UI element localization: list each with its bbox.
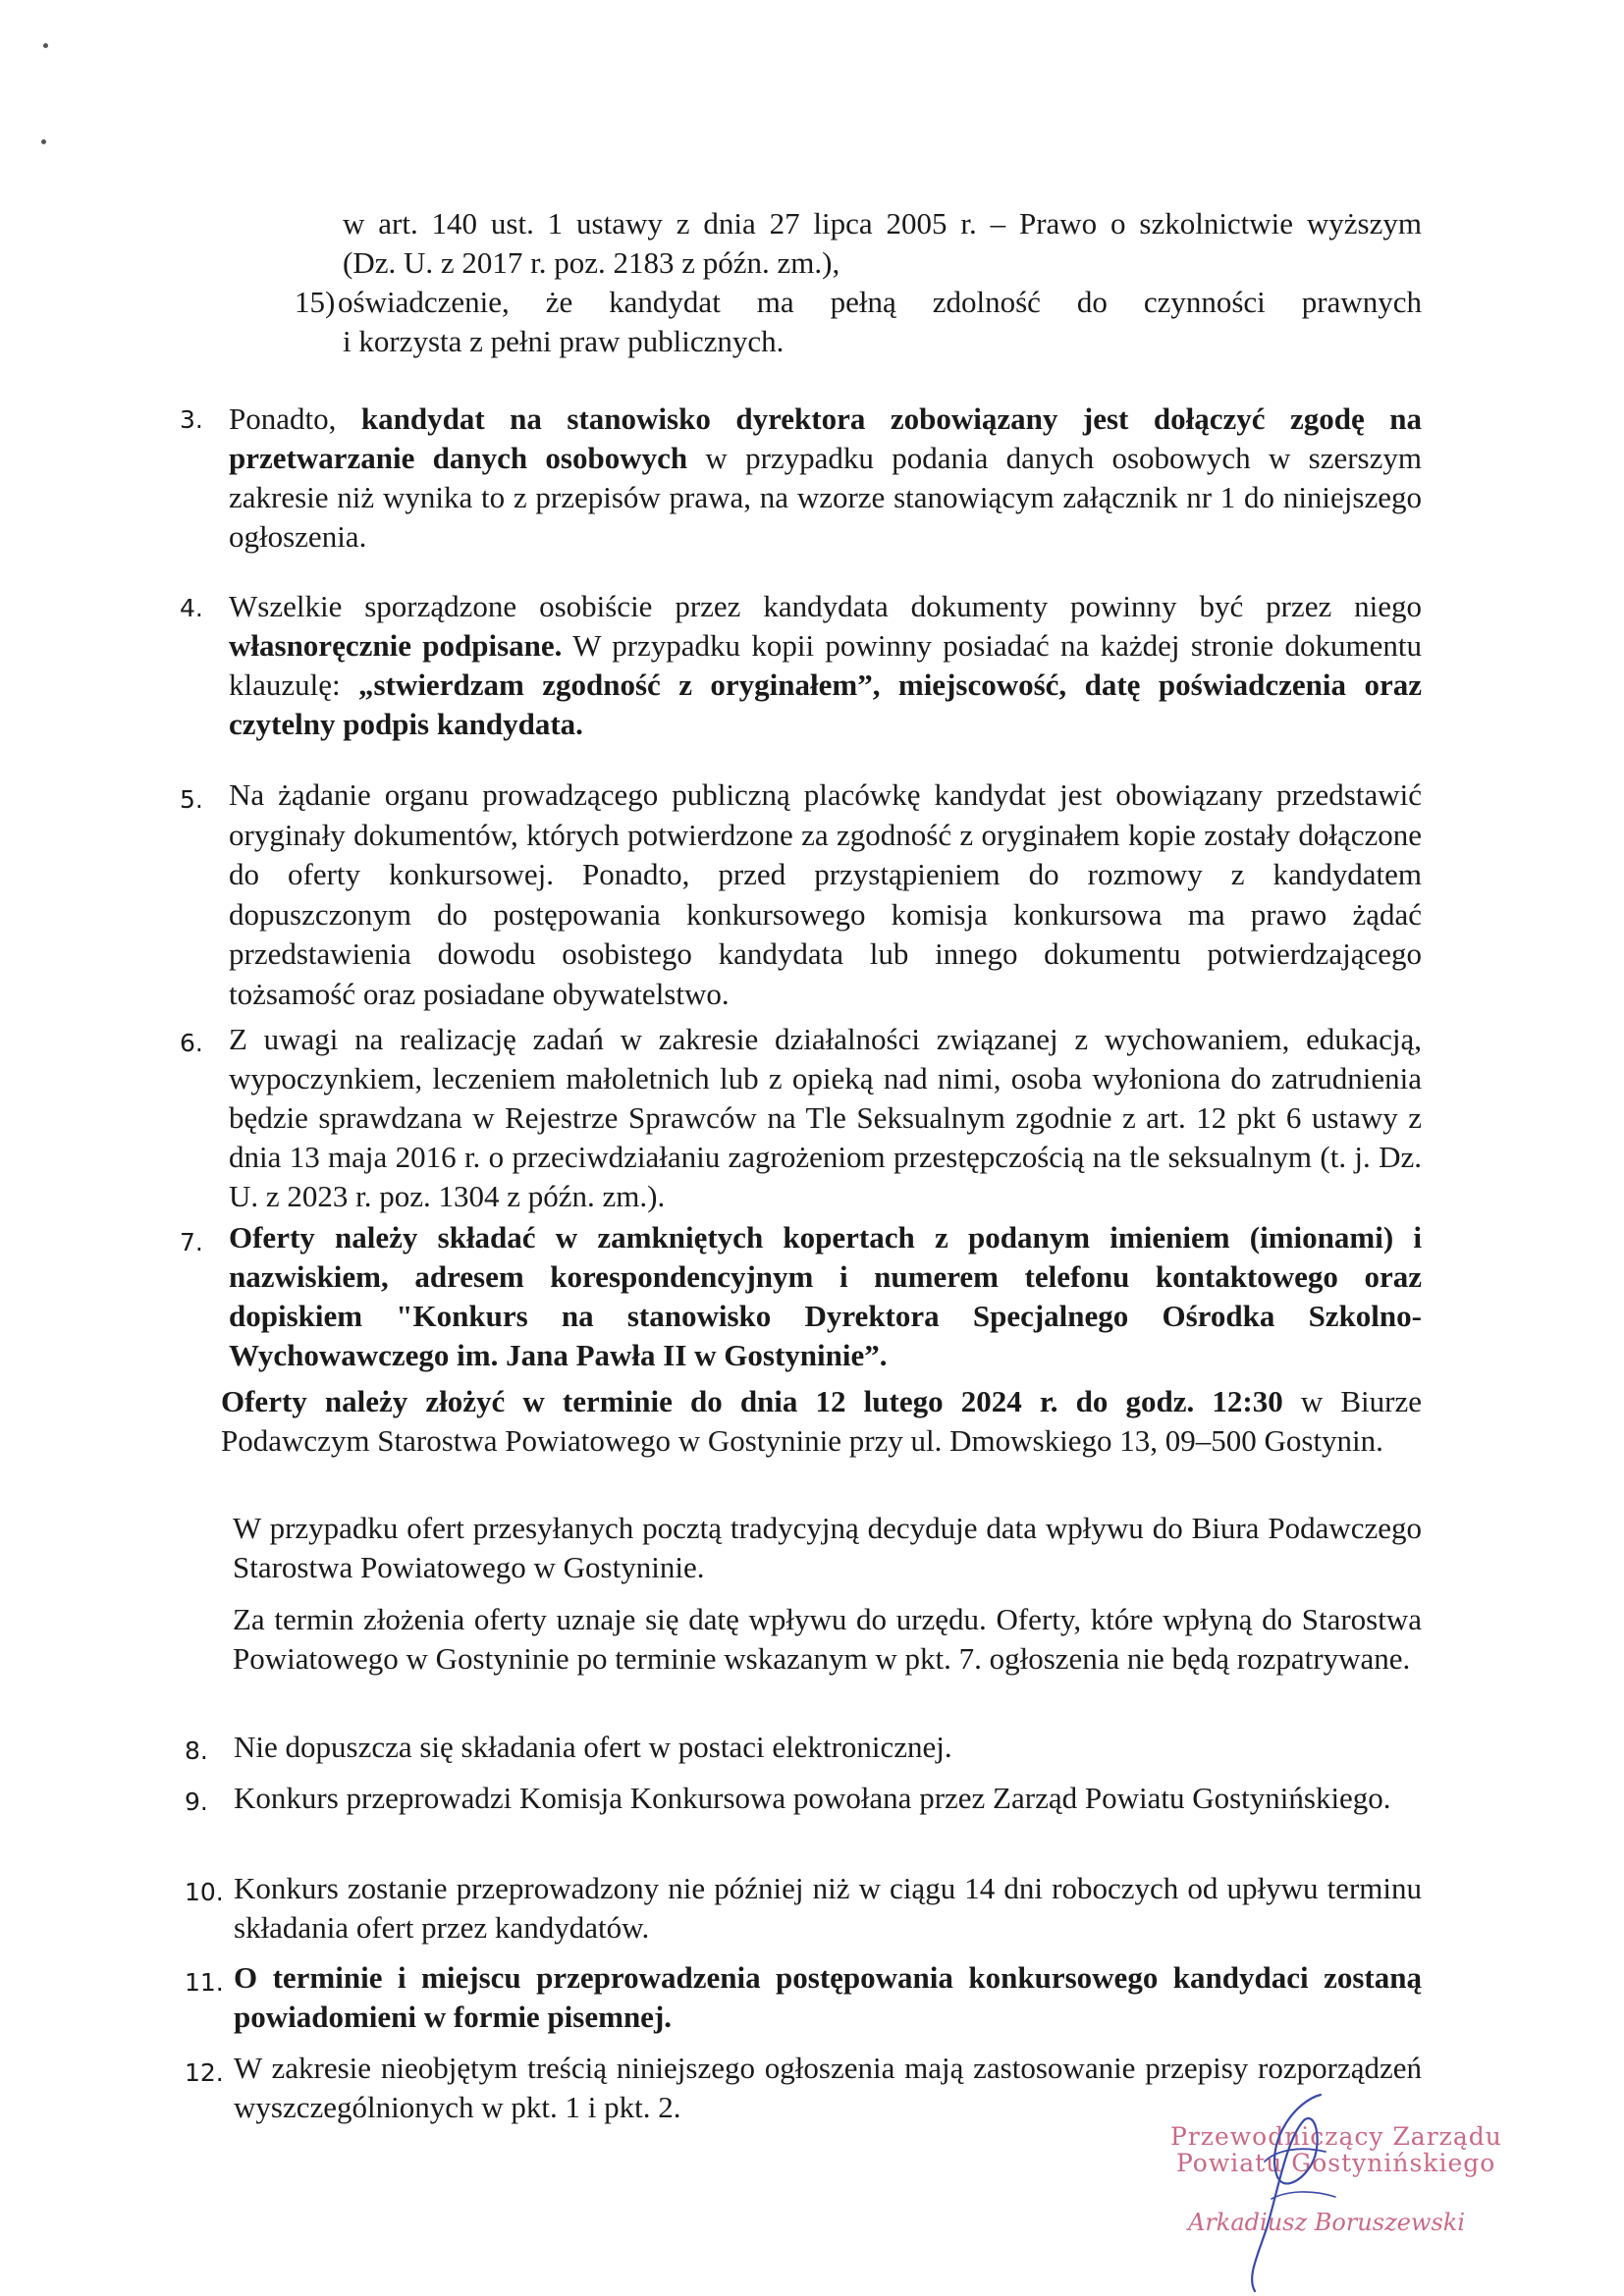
continuation-line-1: w art. 140 ust. 1 ustawy z dnia 27 lipca 2005 r. – Prawo o szkolnictwie wyższym <box>343 206 1422 240</box>
section-11-paragraph <box>234 1958 1422 2037</box>
section-number: 11. <box>185 1968 224 1997</box>
section-7-receipt-note: Za termin złożenia oferty uznaje się datę wpływu do urzędu. Oferty, które wpłyną do Starostwa Powiatowego w Gostyninie po terminie wskazanym w pkt. 7. ogłoszenia nie będą rozpatrywane. <box>233 1602 1422 1676</box>
stamp-line-2: Powiatu Gostynińskiego <box>1176 2149 1496 2177</box>
section-number: 8. <box>185 1736 208 1765</box>
handwritten-signature <box>1227 2081 1355 2296</box>
section-number: 4. <box>180 594 203 622</box>
section-10-paragraph: Konkurs zostanie przeprowadzony nie później niż w ciągu 14 dni roboczych od upływu terminu składania ofert przez kandydatów. <box>234 1871 1422 1945</box>
scan-speck <box>43 43 48 48</box>
section-number: 5. <box>180 785 203 814</box>
section-number: 9. <box>185 1788 208 1816</box>
section-8-paragraph: Nie dopuszcza się składania ofert w postaci elektronicznej. <box>234 1730 952 1764</box>
bold-text: O terminie i miejscu przeprowadzenia postępowania konkursowego kandydaci zostaną powiadomieni w formie pisemnej. <box>234 1960 1422 2034</box>
continuation-line-2: (Dz. U. z 2017 r. poz. 2183 z późn. zm.), <box>343 245 840 280</box>
section-7-mail-note: W przypadku ofert przesyłanych pocztą tradycyjną decyduje data wpływu do Biura Podawczego Starostwa Powiatowego w Gostyninie. <box>233 1511 1422 1584</box>
section-12-paragraph: W zakresie nieobjętym treścią niniejszego ogłoszenia mają zastosowanie przepisy rozporządzeń wyszczególnionych w pkt. 1 i pkt. 2. <box>234 2051 1422 2124</box>
list-item-continuation <box>343 243 1422 283</box>
list-item-continuation <box>343 204 1422 243</box>
bold-text: własnoręcznie podpisane. <box>229 628 563 663</box>
section-9-paragraph: Konkurs przeprowadzi Komisja Konkursowa powołana przez Zarząd Powiatu Gostynińskiego. <box>234 1781 1391 1815</box>
bold-text: „stwierdzam zgodność z oryginałem”, miejscowość, datę poświadczenia oraz czytelny podpis kandydata. <box>229 667 1422 741</box>
bold-text: Oferty należy składać w zamkniętych kopertach z podanym imieniem (imionami) i nazwiskiem, adresem korespondencyjnym i numerem telefonu kontaktowego oraz dopiskiem "Konkurs na stanowisko Dyrektora Specjalnego Ośrodka Szkolno-Wychowawczego im. Jana Pawła II w Gostyninie”. <box>229 1220 1422 1372</box>
stamp-name: Arkadiusz Boruszewski <box>1188 2209 1465 2236</box>
stamp-line-1: Przewodniczący Zarządu <box>1170 2122 1502 2151</box>
section-number: 12. <box>185 2058 224 2087</box>
section-4-paragraph: Wszelkie sporządzone osobiście przez kandydata dokumenty powinny być przez niego własnoręcznie podpisane. W przypadku kopii powinny posiadać na każdej stronie dokumentu klauzulę: „stwierdzam zgodność z oryginałem”, miejscowość, datę poświadczenia oraz czytelny podpis kandydata. <box>229 589 1423 741</box>
section-number: 7. <box>180 1228 203 1256</box>
list-item-number: 15) <box>295 285 336 319</box>
list-item-15-line-2: i korzysta z pełni praw publicznych. <box>343 324 785 358</box>
section-7-deadline: Oferty należy złożyć w terminie do dnia 12 lutego 2024 r. do godz. 12:30 w Biurze Podawczym Starostwa Powiatowego w Gostyninie przy ul. Dmowskiego 13, 09–500 Gostynin. <box>221 1384 1422 1458</box>
section-number: 10. <box>185 1878 224 1906</box>
section-3-paragraph: Ponadto, kandydat na stanowisko dyrektora zobowiązany jest dołączyć zgodę na przetwarzanie danych osobowych w przypadku podania danych osobowych w szerszym zakresie niż wynika to z przepisów prawa, na wzorze stanowiącym załącznik nr 1 do niniejszego ogłoszenia. <box>229 401 1422 554</box>
section-number: 6. <box>180 1029 203 1057</box>
list-item-15: oświadczenie, że kandydat ma pełną zdolność do czynności prawnych <box>338 285 1422 319</box>
section-7-paragraph <box>229 1218 1422 1375</box>
scan-speck <box>41 139 46 144</box>
bold-text: Oferty należy złożyć w terminie do dnia 12 lutego 2024 r. do godz. 12:30 <box>221 1384 1283 1418</box>
section-5-paragraph: Na żądanie organu prowadzącego publiczną placówkę kandydat jest obowiązany przedstawić oryginały dokumentów, których potwierdzone za zgodność z oryginałem kopie zostały dołączone do oferty konkursowej. Ponadto, przed przystąpieniem do rozmowy z kandydatem dopuszczonym do postępowania konkursowego komisja konkursowa ma prawo żądać przedstawienia dowodu osobistego kandydata lub innego dokumentu potwierdzającego tożsamość oraz posiadane obywatelstwo. <box>229 777 1422 1011</box>
section-number: 3. <box>180 405 203 434</box>
bold-text: kandydat na stanowisko dyrektora zobowiązany jest dołączyć zgodę na przetwarzanie danych osobowych <box>229 401 1422 475</box>
section-6-paragraph: Z uwagi na realizację zadań w zakresie działalności związanej z wychowaniem, edukacją, wypoczynkiem, leczeniem małoletnich lub z opieką nad nimi, osoba wyłoniona do zatrudnienia będzie sprawdzana w Rejestrze Sprawców na Tle Seksualnym zgodnie z art. 12 pkt 6 ustawy z dnia 13 maja 2016 r. o przeciwdziałaniu zagrożeniom przestępczością na tle seksualnym (t. j. Dz. U. z 2023 r. poz. 1304 z późn. zm.). <box>229 1022 1422 1213</box>
